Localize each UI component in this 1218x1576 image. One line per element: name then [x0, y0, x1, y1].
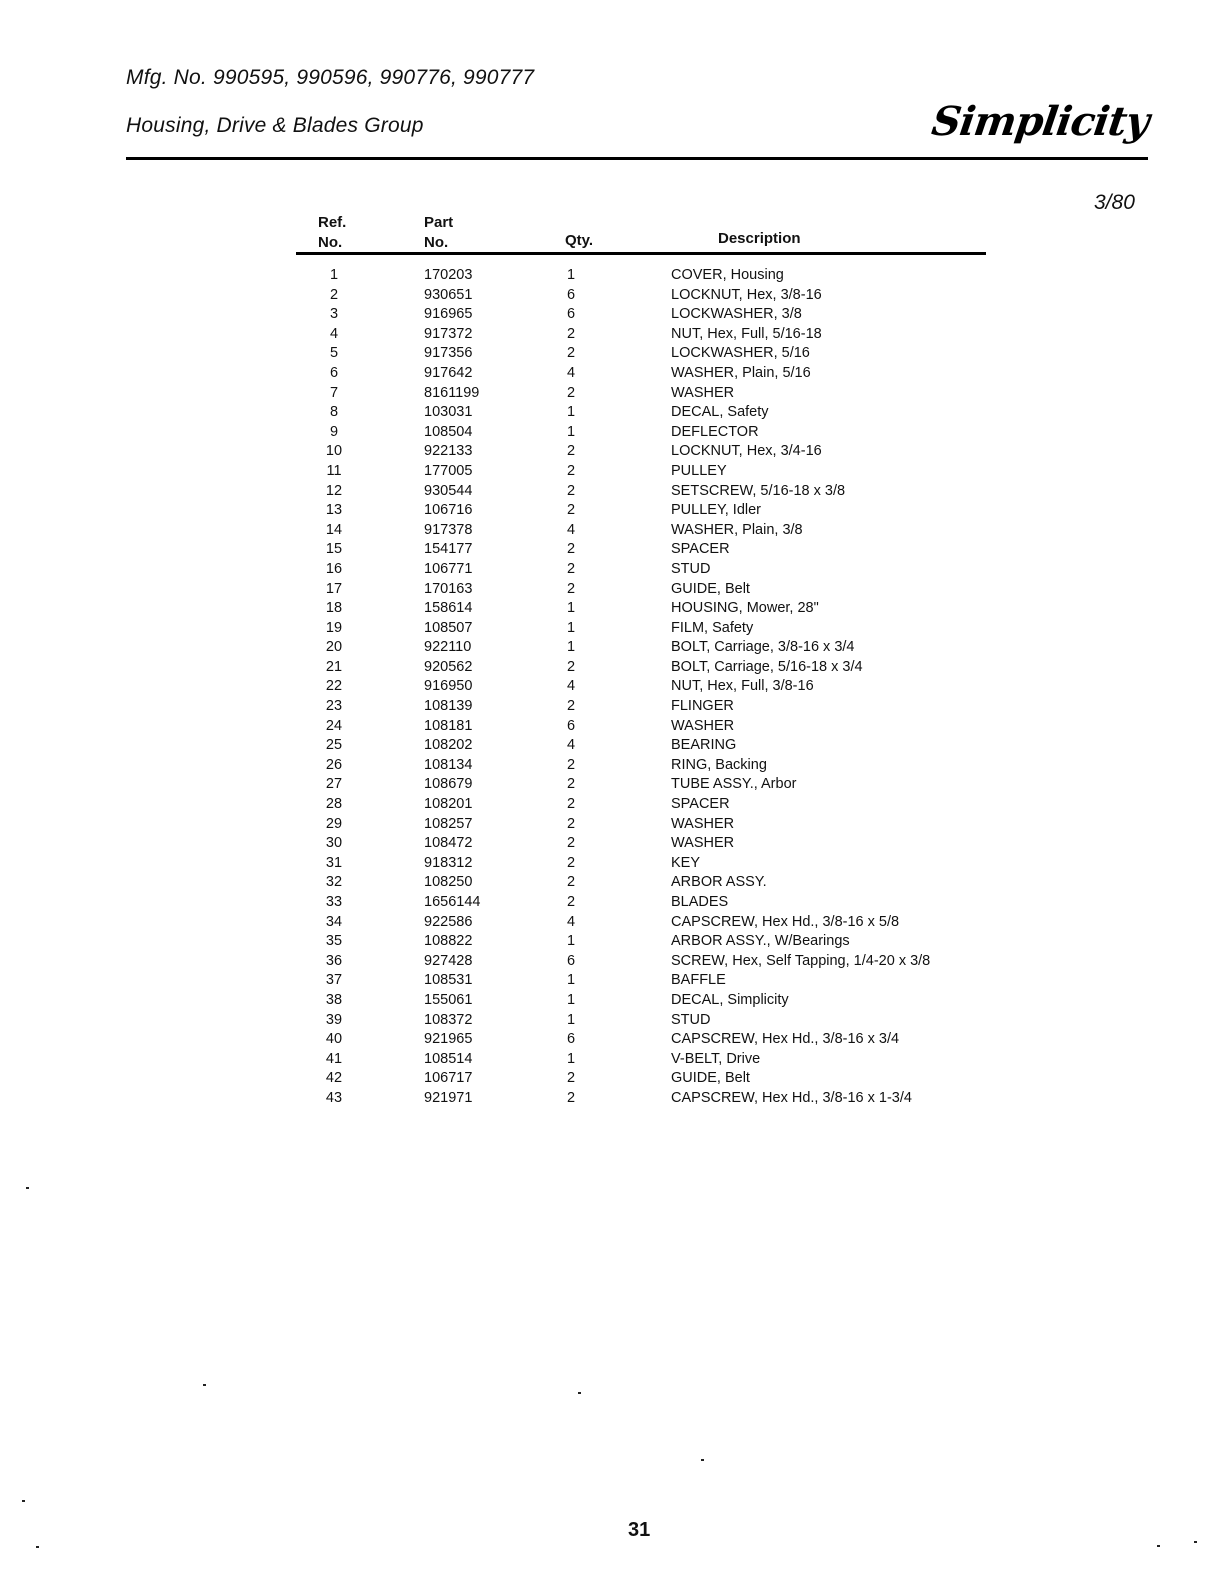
- qty-cell: 2: [566, 854, 576, 871]
- qty-cell: 2: [566, 502, 576, 519]
- table-row: [0, 482, 1218, 502]
- table-row: [0, 364, 1218, 384]
- qty-cell: 6: [566, 1031, 576, 1048]
- scan-speck: [203, 1384, 206, 1386]
- description-cell: BLADES: [671, 894, 729, 910]
- ref-no-cell: 32: [325, 874, 343, 891]
- part-no-cell: 930651: [424, 286, 473, 303]
- table-row: [0, 658, 1218, 678]
- description-cell: LOCKWASHER, 3/8: [671, 306, 802, 323]
- ref-header-line2: No.: [318, 234, 343, 251]
- qty-cell: 1: [566, 619, 576, 636]
- table-row: [0, 1089, 1218, 1109]
- description-cell: LOCKWASHER, 5/16: [671, 345, 810, 362]
- ref-no-cell: 43: [325, 1089, 343, 1106]
- qty-cell: 1: [566, 1050, 576, 1067]
- part-no-cell: 921965: [424, 1031, 473, 1048]
- description-cell: KEY: [671, 854, 701, 871]
- qty-cell: 2: [566, 835, 576, 852]
- ref-no-cell: 12: [325, 482, 343, 499]
- description-cell: FLINGER: [671, 698, 734, 715]
- scan-speck: [22, 1500, 25, 1502]
- description-cell: PULLEY: [671, 462, 727, 479]
- part-header-line2: No.: [424, 234, 449, 251]
- ref-no-cell: 41: [325, 1050, 343, 1067]
- description-cell: PULLEY, Idler: [671, 502, 762, 519]
- qty-cell: 1: [566, 423, 576, 440]
- qty-cell: 2: [566, 345, 576, 362]
- qty-cell: 4: [566, 737, 576, 754]
- table-row: [0, 462, 1218, 482]
- part-no-cell: 1656144: [424, 894, 481, 910]
- ref-no-cell: 27: [325, 776, 343, 793]
- qty-header: Qty.: [565, 232, 594, 249]
- part-no-cell: 108822: [424, 933, 473, 950]
- qty-cell: 2: [566, 776, 576, 793]
- ref-no-cell: 10: [325, 443, 343, 460]
- description-cell: BAFFLE: [671, 972, 726, 989]
- ref-no-cell: 9: [329, 423, 339, 440]
- qty-cell: 4: [566, 521, 576, 538]
- description-cell: CAPSCREW, Hex Hd., 3/8-16 x 3/4: [671, 1031, 900, 1048]
- part-no-cell: 108472: [424, 835, 473, 852]
- table-row: [0, 344, 1218, 364]
- ref-no-cell: 15: [325, 541, 343, 558]
- description-header: Description: [718, 230, 801, 247]
- description-cell: WASHER: [671, 717, 735, 734]
- table-row: [0, 384, 1218, 404]
- part-no-cell: 922110: [424, 639, 472, 656]
- description-cell: BOLT, Carriage, 3/8-16 x 3/4: [671, 639, 855, 656]
- qty-cell: 2: [566, 541, 576, 558]
- description-cell: STUD: [671, 1011, 711, 1028]
- description-cell: DECAL, Simplicity: [671, 991, 789, 1008]
- ref-no-cell: 13: [325, 502, 343, 519]
- qty-cell: 6: [566, 286, 576, 303]
- part-no-cell: 170203: [424, 267, 473, 283]
- table-row: [0, 266, 1218, 286]
- qty-cell: 2: [566, 815, 576, 832]
- part-no-cell: 921971: [424, 1089, 473, 1106]
- ref-no-cell: 36: [325, 952, 343, 969]
- qty-cell: 4: [566, 913, 576, 930]
- qty-cell: 2: [566, 796, 576, 813]
- ref-no-cell: 29: [325, 815, 343, 832]
- part-no-cell: 108134: [424, 756, 473, 773]
- qty-cell: 2: [566, 462, 576, 479]
- part-no-cell: 917378: [424, 521, 473, 538]
- qty-cell: 1: [566, 933, 576, 950]
- group-title: Housing, Drive & Blades Group: [126, 114, 424, 137]
- qty-cell: 6: [566, 306, 576, 323]
- ref-no-cell: 34: [325, 913, 343, 930]
- description-cell: WASHER: [671, 815, 735, 832]
- table-row: [0, 775, 1218, 795]
- description-cell: NUT, Hex, Full, 3/8-16: [671, 678, 814, 695]
- part-no-cell: 8161199: [424, 384, 480, 401]
- part-no-cell: 108257: [424, 815, 473, 832]
- header-rule: [126, 157, 1148, 160]
- ref-no-cell: 28: [325, 796, 343, 813]
- ref-no-cell: 18: [325, 600, 343, 617]
- scan-speck: [701, 1459, 704, 1461]
- table-row: [0, 677, 1218, 697]
- part-no-cell: 108139: [424, 698, 473, 715]
- scan-speck: [578, 1392, 581, 1394]
- description-cell: GUIDE, Belt: [671, 580, 750, 597]
- table-row: [0, 697, 1218, 717]
- ref-no-cell: 42: [325, 1070, 343, 1087]
- table-row: [0, 717, 1218, 737]
- ref-no-cell: 35: [325, 933, 343, 950]
- ref-no-cell: 26: [325, 756, 343, 773]
- part-no-cell: 106717: [424, 1070, 473, 1087]
- part-no-cell: 916965: [424, 306, 473, 323]
- table-header-rule: [296, 252, 986, 255]
- part-no-cell: 106771: [424, 560, 473, 577]
- part-no-cell: 917356: [424, 345, 473, 362]
- qty-cell: 1: [566, 991, 576, 1008]
- description-cell: FILM, Safety: [671, 619, 754, 636]
- description-cell: SCREW, Hex, Self Tapping, 1/4-20 x 3/8: [671, 952, 931, 969]
- part-no-header: [424, 213, 453, 253]
- ref-no-cell: 40: [325, 1031, 343, 1048]
- description-cell: CAPSCREW, Hex Hd., 3/8-16 x 1-3/4: [671, 1089, 912, 1106]
- part-no-cell: 158614: [424, 600, 473, 617]
- table-row: [0, 423, 1218, 443]
- ref-no-cell: 25: [325, 737, 343, 754]
- ref-no-cell: 11: [326, 462, 342, 479]
- parts-table-body: [0, 266, 1218, 1109]
- revision-date: 3/80: [1094, 191, 1135, 214]
- qty-cell: 6: [566, 952, 576, 969]
- part-no-cell: 108531: [424, 972, 473, 989]
- table-row: [0, 403, 1218, 423]
- description-cell: WASHER: [671, 835, 735, 852]
- description-cell: RING, Backing: [671, 756, 767, 773]
- ref-no-cell: 5: [329, 345, 339, 362]
- ref-no-cell: 24: [325, 717, 343, 734]
- part-no-cell: 920562: [424, 658, 473, 675]
- ref-no-cell: 6: [329, 364, 339, 381]
- qty-cell: 2: [566, 580, 576, 597]
- table-row: [0, 521, 1218, 541]
- table-row: [0, 325, 1218, 345]
- part-no-cell: 170163: [424, 580, 473, 597]
- table-row: [0, 952, 1218, 972]
- table-row: [0, 619, 1218, 639]
- scan-speck: [36, 1546, 39, 1548]
- qty-cell: 2: [566, 384, 576, 401]
- table-row: [0, 1011, 1218, 1031]
- table-row: [0, 560, 1218, 580]
- part-no-cell: 918312: [424, 854, 473, 871]
- table-row: [0, 815, 1218, 835]
- ref-no-cell: 20: [325, 639, 343, 656]
- part-no-cell: 108181: [424, 717, 473, 734]
- description-cell: WASHER, Plain, 5/16: [671, 364, 811, 381]
- scan-speck: [26, 1187, 29, 1189]
- table-row: [0, 854, 1218, 874]
- part-no-cell: 103031: [424, 404, 473, 421]
- table-row: [0, 893, 1218, 913]
- qty-cell: 1: [566, 404, 576, 421]
- part-no-cell: 177005: [424, 462, 473, 479]
- table-row: [0, 501, 1218, 521]
- description-cell: SETSCREW, 5/16-18 x 3/8: [671, 482, 846, 499]
- ref-no-cell: 38: [325, 991, 343, 1008]
- table-row: [0, 540, 1218, 560]
- description-cell: NUT, Hex, Full, 5/16-18: [671, 325, 822, 342]
- scan-speck: [1157, 1545, 1160, 1547]
- description-cell: DECAL, Safety: [671, 404, 769, 421]
- part-no-cell: 154177: [424, 541, 473, 558]
- ref-no-cell: 17: [325, 580, 343, 597]
- part-no-cell: 155061: [424, 991, 473, 1008]
- qty-cell: 2: [566, 658, 576, 675]
- part-no-cell: 108679: [424, 776, 473, 793]
- ref-no-cell: 30: [325, 835, 343, 852]
- description-cell: LOCKNUT, Hex, 3/8-16: [671, 286, 822, 303]
- description-cell: SPACER: [671, 541, 730, 558]
- part-no-cell: 108514: [424, 1050, 473, 1067]
- part-no-cell: 108372: [424, 1011, 473, 1028]
- qty-cell: 2: [566, 1070, 576, 1087]
- part-no-cell: 922586: [424, 913, 473, 930]
- description-cell: WASHER, Plain, 3/8: [671, 521, 803, 538]
- qty-cell: 4: [566, 364, 576, 381]
- table-row: [0, 599, 1218, 619]
- description-cell: ARBOR ASSY.: [671, 874, 767, 891]
- table-row: [0, 913, 1218, 933]
- description-cell: STUD: [671, 560, 711, 577]
- part-no-cell: 108504: [424, 423, 473, 440]
- ref-no-cell: 7: [329, 384, 339, 401]
- table-row: [0, 638, 1218, 658]
- table-row: [0, 971, 1218, 991]
- qty-cell: 2: [566, 874, 576, 891]
- qty-cell: 2: [566, 443, 576, 460]
- table-row: [0, 305, 1218, 325]
- ref-no-cell: 4: [329, 325, 339, 342]
- ref-no-cell: 1: [329, 267, 339, 283]
- ref-no-cell: 23: [325, 698, 343, 715]
- qty-cell: 1: [566, 600, 576, 617]
- qty-cell: 1: [566, 639, 576, 656]
- ref-no-cell: 21: [325, 658, 343, 675]
- description-cell: BEARING: [671, 737, 737, 754]
- mfg-numbers: Mfg. No. 990595, 990596, 990776, 990777: [126, 66, 535, 89]
- qty-cell: 1: [566, 267, 576, 283]
- table-row: [0, 795, 1218, 815]
- table-row: [0, 756, 1218, 776]
- qty-cell: 2: [566, 325, 576, 342]
- part-header-line1: Part: [424, 214, 454, 231]
- ref-no-cell: 3: [329, 306, 339, 323]
- part-no-cell: 930544: [424, 482, 473, 499]
- table-row: [0, 991, 1218, 1011]
- table-row: [0, 1030, 1218, 1050]
- ref-no-cell: 22: [325, 678, 343, 695]
- ref-no-cell: 19: [325, 619, 343, 636]
- table-row: [0, 580, 1218, 600]
- ref-no-cell: 16: [325, 560, 343, 577]
- part-no-cell: 927428: [424, 952, 473, 969]
- part-no-cell: 106716: [424, 502, 473, 519]
- table-row: [0, 286, 1218, 306]
- ref-no-cell: 31: [325, 854, 343, 871]
- qty-cell: 2: [566, 894, 576, 910]
- table-row: [0, 442, 1218, 462]
- table-row: [0, 1069, 1218, 1089]
- table-row: [0, 834, 1218, 854]
- ref-no-header: [318, 213, 346, 253]
- scan-speck: [1194, 1541, 1197, 1543]
- description-cell: DEFLECTOR: [671, 423, 759, 440]
- description-cell: SPACER: [671, 796, 730, 813]
- ref-no-cell: 8: [329, 404, 339, 421]
- description-cell: CAPSCREW, Hex Hd., 3/8-16 x 5/8: [671, 913, 900, 930]
- description-cell: COVER, Housing: [671, 267, 784, 283]
- qty-cell: 2: [566, 482, 576, 499]
- part-no-cell: 108507: [424, 619, 473, 636]
- ref-header-line1: Ref.: [318, 214, 347, 231]
- part-no-cell: 108201: [424, 796, 473, 813]
- part-no-cell: 917372: [424, 325, 473, 342]
- table-row: [0, 1050, 1218, 1070]
- qty-cell: 2: [566, 756, 576, 773]
- page-number: 31: [628, 1519, 651, 1541]
- ref-no-cell: 33: [325, 894, 343, 910]
- description-cell: LOCKNUT, Hex, 3/4-16: [671, 443, 822, 460]
- ref-no-cell: 37: [325, 972, 343, 989]
- qty-cell: 2: [566, 698, 576, 715]
- brand-logo: Simplicity: [928, 98, 1152, 145]
- qty-cell: 2: [566, 560, 576, 577]
- ref-no-cell: 39: [325, 1011, 343, 1028]
- description-cell: GUIDE, Belt: [671, 1070, 750, 1087]
- description-cell: V-BELT, Drive: [671, 1050, 761, 1067]
- description-cell: HOUSING, Mower, 28": [671, 600, 819, 617]
- table-row: [0, 932, 1218, 952]
- qty-cell: 1: [566, 972, 576, 989]
- part-no-cell: 922133: [424, 443, 473, 460]
- qty-cell: 4: [566, 678, 576, 695]
- table-row: [0, 736, 1218, 756]
- description-cell: ARBOR ASSY., W/Bearings: [671, 933, 850, 950]
- qty-cell: 6: [566, 717, 576, 734]
- part-no-cell: 917642: [424, 364, 473, 381]
- description-cell: TUBE ASSY., Arbor: [671, 776, 797, 793]
- part-no-cell: 108250: [424, 874, 473, 891]
- qty-cell: 2: [566, 1089, 576, 1106]
- ref-no-cell: 14: [325, 521, 343, 538]
- qty-cell: 1: [566, 1011, 576, 1028]
- description-cell: BOLT, Carriage, 5/16-18 x 3/4: [671, 658, 863, 675]
- part-no-cell: 916950: [424, 678, 473, 695]
- ref-no-cell: 2: [329, 286, 339, 303]
- description-cell: WASHER: [671, 384, 735, 401]
- table-row: [0, 873, 1218, 893]
- part-no-cell: 108202: [424, 737, 473, 754]
